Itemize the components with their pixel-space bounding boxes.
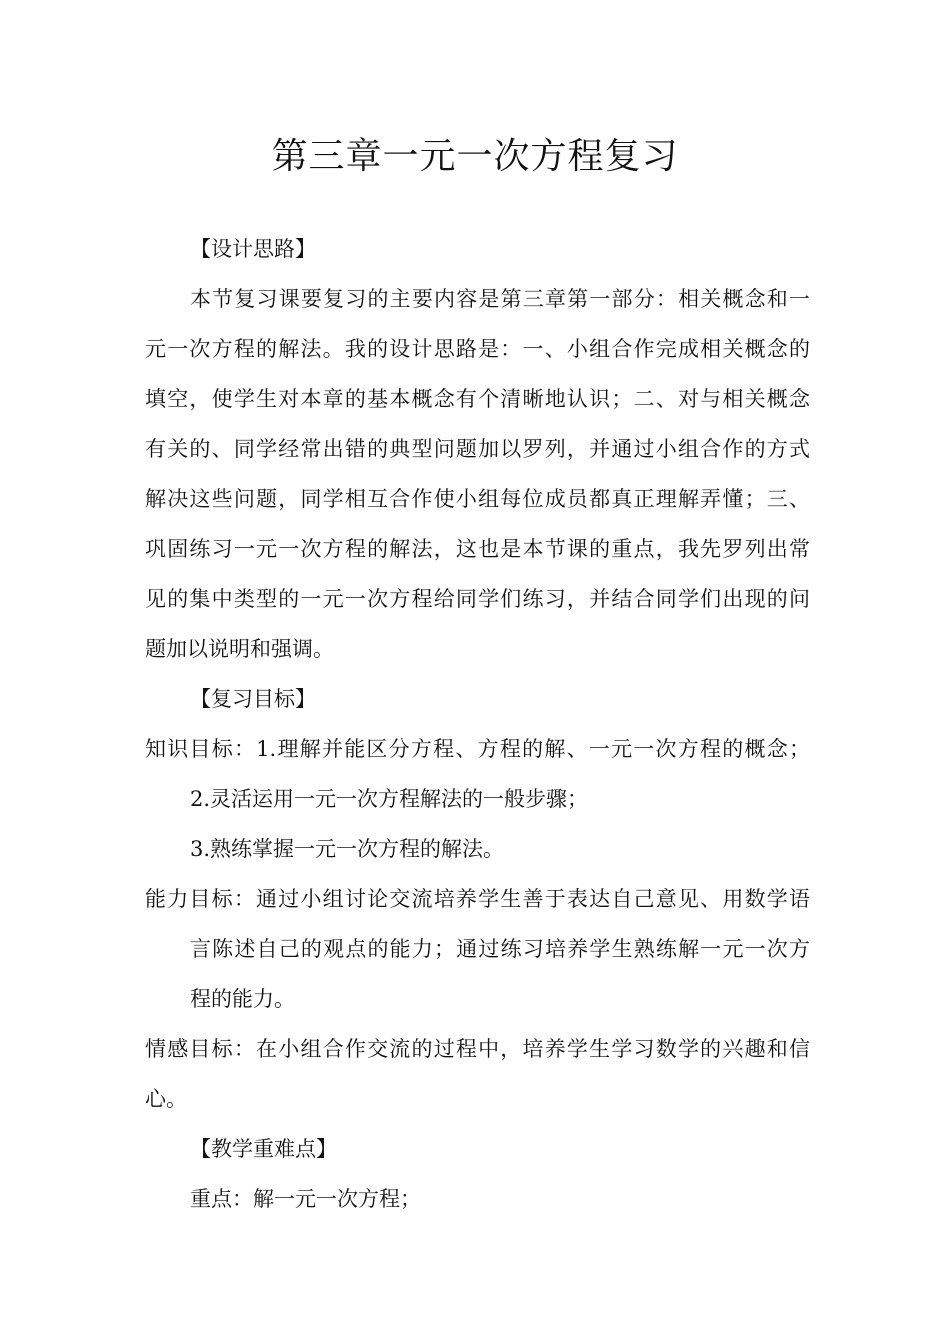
paragraph-line: 填空，使学生对本章的基本概念有个清晰地认识；二、对与相关概念 bbox=[145, 387, 810, 411]
emotion-goal-line: 心。 bbox=[145, 1087, 187, 1111]
ability-goal-line: 能力目标：通过小组讨论交流培养学生善于表达自己意见、用数学语 bbox=[145, 887, 810, 911]
knowledge-goal-line: 3.熟练掌握一元一次方程的解法。 bbox=[190, 837, 505, 861]
knowledge-goal-line: 知识目标：1.理解并能区分方程、方程的解、一元一次方程的概念； bbox=[145, 737, 810, 761]
section-heading-goals: 【复习目标】 bbox=[190, 687, 316, 711]
paragraph-line: 题加以说明和强调。 bbox=[145, 637, 334, 661]
section-heading-keypoints: 【教学重难点】 bbox=[190, 1137, 337, 1161]
paragraph-line: 见的集中类型的一元一次方程给同学们练习，并结合同学们出现的问 bbox=[145, 587, 810, 611]
paragraph-line: 巩固练习一元一次方程的解法，这也是本节课的重点，我先罗列出常 bbox=[145, 537, 810, 561]
knowledge-goal-line: 2.灵活运用一元一次方程解法的一般步骤； bbox=[190, 787, 589, 811]
paragraph-line: 有关的、同学经常出错的典型问题加以罗列，并通过小组合作的方式 bbox=[145, 437, 810, 461]
emotion-goal-line: 情感目标：在小组合作交流的过程中，培养学生学习数学的兴趣和信 bbox=[145, 1037, 810, 1061]
paragraph-line: 元一次方程的解法。我的设计思路是：一、小组合作完成相关概念的 bbox=[145, 337, 810, 361]
page-title: 第三章一元一次方程复习 bbox=[271, 136, 679, 177]
ability-goal-line: 程的能力。 bbox=[190, 987, 295, 1011]
keypoint-line: 重点：解一元一次方程； bbox=[190, 1187, 421, 1211]
ability-goal-line: 言陈述自己的观点的能力；通过练习培养学生熟练解一元一次方 bbox=[190, 937, 810, 961]
paragraph-line: 本节复习课要复习的主要内容是第三章第一部分：相关概念和一 bbox=[190, 287, 810, 311]
section-heading-design: 【设计思路】 bbox=[190, 237, 316, 261]
paragraph-line: 解决这些问题，同学相互合作使小组每位成员都真正理解弄懂；三、 bbox=[145, 487, 810, 511]
